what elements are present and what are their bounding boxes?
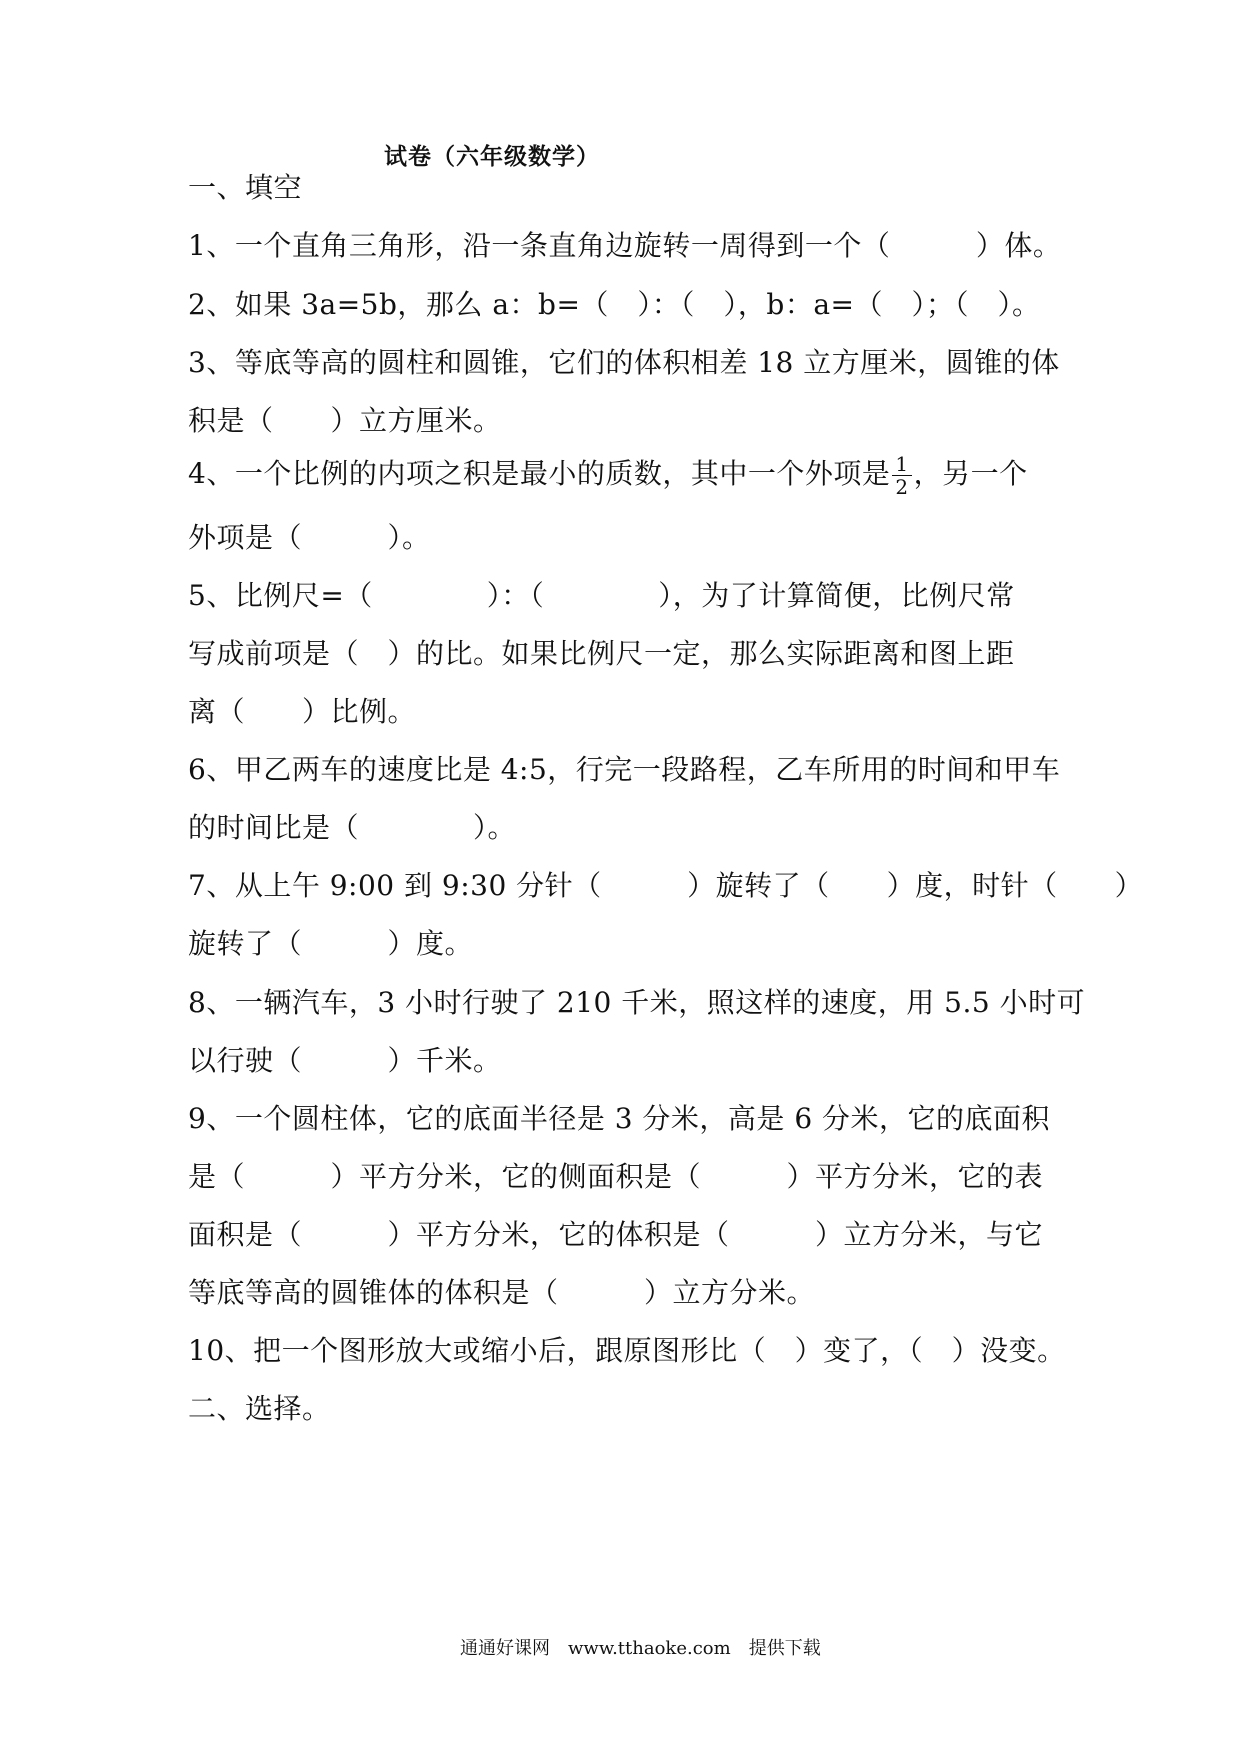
question-10: 10、把一个图形放大或缩小后，跟原图形比（ ）变了，（ ）没变。 [188,1334,1066,1367]
section-heading-fill-blank: 一、填空 [188,171,303,204]
question-7-line-2: 旋转了（ ）度。 [188,927,474,960]
question-5-line-1: 5、比例尺=（ ）：（ ），为了计算简便，比例尺常 [188,579,1015,612]
question-9-line-3: 面积是（ ）平方分米，它的体积是（ ）立方分米，与它 [188,1218,1044,1251]
question-9-line-2: 是（ ）平方分米，它的侧面积是（ ）平方分米，它的表 [188,1160,1044,1193]
question-8-line-2: 以行驶（ ）千米。 [188,1044,502,1077]
page-title: 试卷（六年级数学） [384,143,600,170]
question-4-text-b: ，另一个 [913,457,1028,490]
question-4-line-1 [188,452,1028,498]
fraction-one-half [892,453,911,498]
question-3-line-1: 3、等底等高的圆柱和圆锥，它们的体积相差 18 立方厘米，圆锥的体 [188,346,1060,379]
question-6-line-2: 的时间比是（ ）。 [188,811,517,844]
question-5-line-2: 写成前项是（ ）的比。如果比例尺一定，那么实际距离和图上距 [188,637,1015,670]
question-3-line-2: 积是（ ）立方厘米。 [188,404,502,437]
question-4-line-2: 外项是（ ）。 [188,521,431,554]
question-7-line-1: 7、从上午 9:00 到 9:30 分针（ ）旋转了（ ）度，时针（ ） [188,869,1144,902]
question-5-line-3: 离（ ）比例。 [188,695,417,728]
question-2: 2、如果 3a=5b，那么 a：b=（ ）：（ ），b：a=（ ）；（ ）。 [188,288,1041,321]
fraction-denominator: 2 [895,475,909,499]
question-6-line-1: 6、甲乙两车的速度比是 4:5，行完一段路程，乙车所用的时间和甲车 [188,753,1061,786]
question-1: 1、一个直角三角形，沿一条直角边旋转一周得到一个（ ）体。 [188,229,1062,262]
page-footer: 通通好课网 www.tthaoke.com 提供下载 [460,1638,821,1659]
question-4-text-a: 4、一个比例的内项之积是最小的质数，其中一个外项是 [188,457,891,490]
question-9-line-1: 9、一个圆柱体，它的底面半径是 3 分米，高是 6 分米，它的底面积 [188,1102,1051,1135]
fraction-numerator: 1 [892,453,911,476]
section-heading-multiple-choice: 二、选择。 [188,1392,331,1425]
question-9-line-4: 等底等高的圆锥体的体积是（ ）立方分米。 [188,1276,816,1309]
question-8-line-1: 8、一辆汽车，3 小时行驶了 210 千米，照这样的速度，用 5.5 小时可 [188,986,1086,1019]
